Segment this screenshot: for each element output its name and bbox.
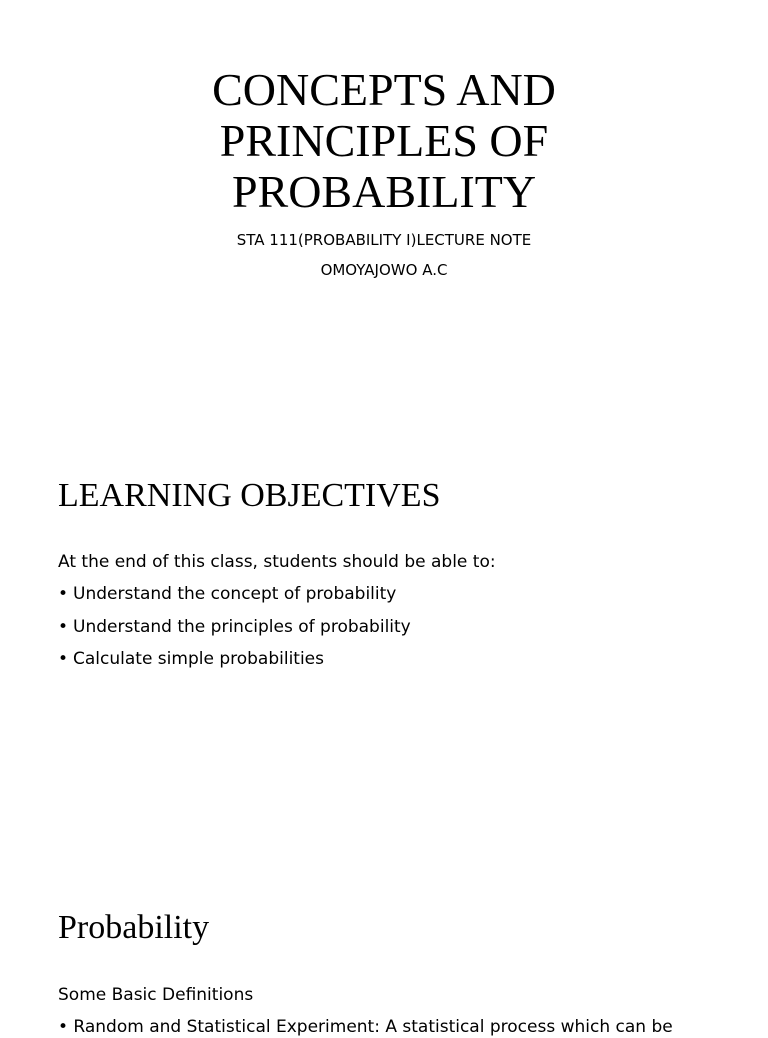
course-subtitle: STA 111(PROBABILITY I)LECTURE NOTE <box>236 231 532 249</box>
probability-slide <box>0 880 768 1037</box>
bullet-icon: • <box>58 584 69 604</box>
objective-text: Understand the concept of probability <box>73 584 397 604</box>
title-line-1: CONCEPTS AND <box>212 64 556 115</box>
definition-first-line: • Random and Statistical Experiment: A statistical process which can be <box>58 1017 673 1037</box>
list-item <box>58 648 411 681</box>
author-name: OMOYAJOWO A.C <box>320 261 448 279</box>
learning-objectives-heading: LEARNING OBJECTIVES <box>58 477 441 514</box>
objective-text: Calculate simple probabilities <box>73 649 324 669</box>
title-line-3: PROBABILITY <box>231 166 537 217</box>
document-title <box>0 64 768 217</box>
title-slide <box>0 0 768 440</box>
title-line-2: PRINCIPLES OF <box>219 115 549 166</box>
definitions-intro-text: Some Basic Definitions <box>58 985 254 1005</box>
probability-heading: Probability <box>58 909 210 946</box>
list-item <box>58 616 411 649</box>
objective-text: Understand the principles of probability <box>73 616 411 637</box>
list-item <box>58 583 411 616</box>
objectives-list <box>58 583 411 681</box>
objectives-intro-text: At the end of this class, students should be able to: <box>58 552 496 572</box>
bullet-icon: • <box>58 616 69 637</box>
bullet-icon: • <box>58 649 69 669</box>
learning-objectives-slide <box>0 440 768 880</box>
